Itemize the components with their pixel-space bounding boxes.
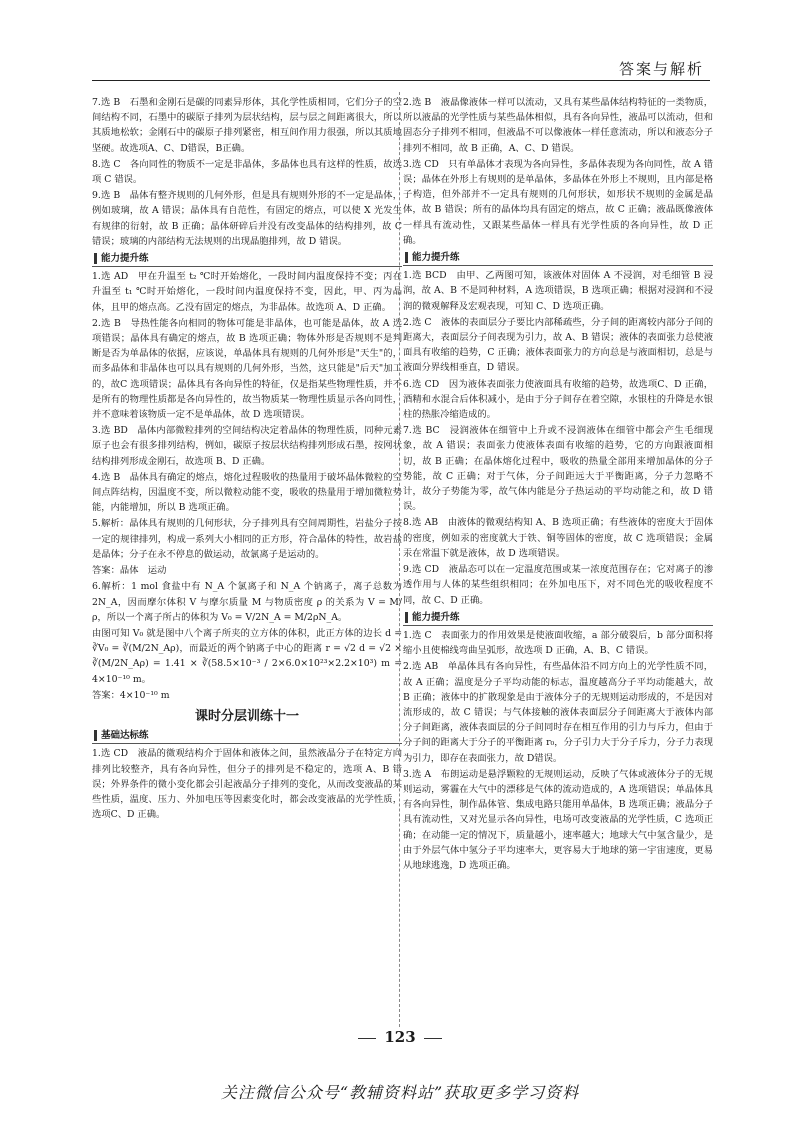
solution-item: 2.选 AB 单晶体具有各向异性，有些晶体沿不同方向上的光学性质不同，故 A 正确；温度是分子平均动能的标志，温度越高分子平均动能越大，故 B 正确；液体中的扩散现象是由于液体分子的无规则运动形成的，不是因对流形成的，故 C 错误；与气体接触的液体表面层分子间距离大于液体内部分子间距离，液体表面层的分子间同时存在相互作用的引力与斥力，但由于分子间的距离大于分子的平衡距离 r₀，分子引力大于分子斥力，分子力表现为引力，即存在表面张力，故 D错误。 — [403, 661, 713, 764]
solution-item: 6.解析：1 mol 食盐中有 N_A 个氯离子和 N_A 个钠离子，离子总数为 2N_A，因而摩尔体积 V 与摩尔质量 M 与物质密度 ρ 的关系为 V = M/ρ，所以一个离子所占的体积为 V₀ = V/2N_A = M/2ρN_A。 — [92, 581, 402, 623]
left-column — [92, 95, 402, 823]
solution-item: 1.选 CD 液晶的微观结构介于固体和液体之间，虽然液晶分子在特定方向排列比较整齐，具有各向异性，但分子的排列是不稳定的，选项 A、B 错误；外界条件的微小变化都会引起液晶分子排列的变化，从而改变液晶的某些性质，温度、压力、外加电压等因素变化时，都会改变液晶的光学性质，选项C、D 正确。 — [92, 748, 402, 821]
solution-item: 7.选 B 石墨和金刚石是碳的同素异形体，其化学性质相同，它们分子的空间结构不同，石墨中的碳原子排列为层状结构，层与层之间距离很大，所以其质地松软；金刚石中的碳原子排列紧密，相互间作用力很强，所以其质地坚硬。故选项A、C、D错误，B正确。 — [92, 97, 402, 154]
solution-item: 由图可知 V₀ 就是图中八个离子所夹的立方体的体积，此正方体的边长 d = ∛V₀ = ∛(M/2N_Aρ)，而最近的两个钠离子中心的距离 r = √2 d = √2 × ∛(M/2N_Aρ) = 1.41 × ∛(58.5×10⁻³ / 2×6.0×10²³×2.2×10³) m = 4×10⁻¹⁰ m。 — [92, 627, 402, 685]
solution-item: 5.解析：晶体具有规则的几何形状，分子排列具有空间周期性，岩盐分子按一定的规律排列，构成一系列大小相同的正方形，符合晶体的特性，故岩盐是晶体；分子在永不停息的做运动，故氯离子是运动的。 — [92, 518, 402, 560]
solution-item: 1.选 C 表面张力的作用效果是使液面收缩，a 部分破裂后，b 部分面积将缩小且使棉线弯曲呈弧形，故选项 D 正确，A、B、C 错误。 — [403, 629, 713, 657]
section-heading — [403, 610, 713, 626]
section-heading — [403, 250, 713, 266]
solution-item: 3.选 BD 晶体内部微粒排列的空间结构决定着晶体的物理性质，同种元素原子也会有很多排列结构，例如，碳原子按层状结构排列形成石墨，按网状结构排列形成金刚石，故选项 B、D 正确。 — [92, 425, 402, 467]
solution-item: 8.选 C 各向同性的物质不一定是非晶体，多晶体也具有这样的性质，故选项 C 错误。 — [92, 158, 402, 186]
solution-item: 8.选 AB 由液体的微观结构知 A、B 选项正确；有些液体的密度大于固体的密度，例如汞的密度就大于铁、铜等固体的密度，故 C 选项错误；金属汞在常温下就是液体，故 D 选项错误。 — [403, 517, 713, 559]
section-heading — [92, 728, 402, 744]
section-label: 能力提升练 — [405, 252, 460, 263]
right-column — [403, 95, 713, 874]
answer-line: 答案：4×10⁻¹⁰ m — [92, 689, 170, 701]
section-label: 基础达标练 — [94, 730, 149, 741]
solution-item: 1.选 AD 甲在升温至 t₂ ℃时开始熔化，一段时间内温度保持不变；丙在升温至 t₁ ℃时开始熔化，一段时间内温度保持不变，因此，甲、丙为晶体，且甲的熔点高。乙没有固定的熔点，为非晶体。故选项 A、D 正确。 — [92, 271, 402, 313]
section-label: 能力提升练 — [94, 253, 149, 264]
solution-item: 1.选 BCD 由甲、乙两图可知，该液体对固体 A 不浸润，对毛细管 B 浸润，故 A、B 不是同种材料，A 选项错误，B 选项正确；根据对浸润和不浸润的微观解释及宏观表现，可知 C、D 选项正确。 — [403, 270, 713, 312]
solution-item: 6.选 CD 因为液体表面张力使液面具有收缩的趋势，故选项C、D 正确，酒精和水混合后体积减小，是由于分子间存在着空隙，水银柱的升降是水银柱的热胀冷缩造成的。 — [403, 378, 713, 421]
header-title: 答案与解析 — [618, 60, 704, 78]
header-rule — [92, 80, 710, 81]
solution-item: 7.选 BC 浸润液体在细管中上升或不浸润液体在细管中都会产生毛细现象，故 A 错误；表面张力使液体表面有收缩的趋势，它的方向跟液面相切，故 B 正确；在晶体熔化过程中，吸收的热量全部用来增加晶体的分子势能，故 C 正确；对于气体，分子间距远大于平衡距离，分子力忽略不计，故分子势能为零，故气体内能是分子热运动的平均动能之和，故 D 错误。 — [403, 425, 713, 513]
page-number: 123 — [0, 1028, 800, 1046]
lesson-title: 课时分层训练十一 — [194, 708, 299, 724]
solution-item: 2.选 B 液晶像液体一样可以流动，又具有某些晶体结构特征的一类物质，所以液晶的光学性质与某些晶体相似，具有各向异性，液晶可以流动，但和固态分子排列不相同，但液晶不可以像液体一样任意流动，所以和液态分子排列不相同，故 B 正确，A、C、D 错误。 — [403, 97, 713, 154]
column-divider — [399, 92, 400, 1027]
answer-line: 答案：晶体 运动 — [92, 565, 167, 577]
section-label: 能力提升练 — [405, 612, 460, 623]
solution-item: 2.选 C 液体的表面层分子要比内部稀疏些，分子间的距离较内部分子间的距离大，表面层分子间表现为引力，故 A、B 错误；液体的表面张力总使液面具有收缩的趋势，C 正确；液体表面张力的方向总是与液面相切，总是与液面分界线相垂直，D 错误。 — [403, 316, 713, 374]
solution-item: 4.选 B 晶体具有确定的熔点，熔化过程吸收的热量用于破坏晶体微粒的空间点阵结构，因温度不变，所以微粒动能不变，吸收的热量用于增加微粒势能，内能增加，所以 B 选项正确。 — [92, 471, 402, 514]
solution-item: 9.选 B 晶体有整齐规则的几何外形，但是具有规则外形的不一定是晶体，例如玻璃，故 A 错误；晶体具有自范性，有固定的熔点，可以使 X 光发生有规律的衍射，故 B 正确；晶体研碎后并没有改变晶体的结构排列，故 C 错误；玻璃的内部结构无法规则的出现晶胞排列，故 D 错误。 — [92, 190, 402, 247]
section-heading — [92, 251, 402, 267]
solution-item: 3.选 CD 只有单晶体才表现为各向异性，多晶体表现为各向同性，故 A 错误；晶体在外形上有规则的是单晶体，多晶体在外形上不规则，且内部是格子构造，但外部并不一定具有规则的几何形状，如形状不规则的金属是晶体，故 B 错误；所有的晶体均具有固定的熔点，故 C 正确；液晶既像液体一样具有流动性，又跟某些晶体一样具有光学性质的各向异性，故 D 正确。 — [403, 158, 713, 246]
footer-note: 关注微信公众号“教辅资料站”获取更多学习资料 — [220, 1083, 580, 1102]
solution-item: 9.选 CD 液晶态可以在一定温度范围或某一浓度范围存在；它对离子的渗透作用与人体的某些组织相同；在外加电压下，对不同色光的吸收程度不同，故 C、D 正确。 — [403, 564, 713, 606]
solution-item: 2.选 B 导热性能各向相同的物体可能是非晶体，也可能是晶体，故 A 选项错误；晶体具有确定的熔点，故 B 选项正确；物体外形是否规则不是判断是否为单晶体的依据，应该说，单晶体具有规则的几何外形是"天生"的，而多晶体和非晶体也可以具有规则的几何外形，当然，这只能是"后天"加工的，故C 选项错误；晶体具有各向异性的特征，仅是指某些物理性质，并不是所有的物理性质都是各向异性的，故当物质某一物理性质显示各向同性，并不意味着该物质一定不是单晶体，故 D 选项错误。 — [92, 317, 402, 421]
solution-item: 3.选 A 布朗运动是悬浮颗粒的无规则运动，反映了气体或液体分子的无规则运动，雾霾在大气中的漂移是气体的流动造成的，A 选项错误；单晶体具有各向异性，制作晶体管、集成电路只能用单晶体，B 选项正确；液晶分子具有流动性，又对光显示各向异性，电场可改变液晶的光学性质，C 选项正确；在动能一定的情况下，质量越小，速率越大；地球大气中氢含量少，是由于外层气体中氢分子平均速率大，更容易大于地球的第一宇宙速度，更易从地球逃逸，D 选项正确。 — [403, 768, 713, 871]
